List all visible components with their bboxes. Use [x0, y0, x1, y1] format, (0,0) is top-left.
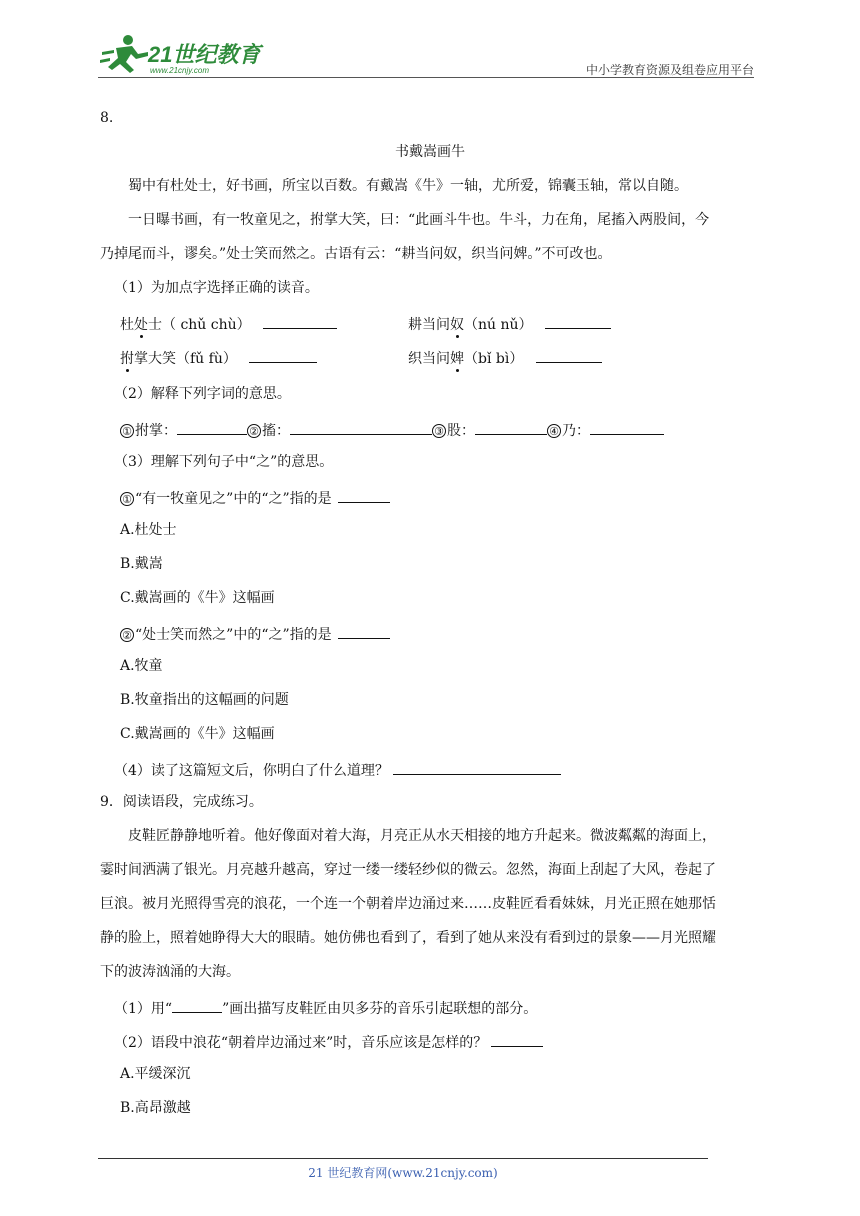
answer-blank[interactable]	[338, 624, 390, 639]
answer-blank[interactable]	[475, 420, 547, 435]
pinyin-item-3: 拊掌大笑（fǔ fù）	[120, 348, 317, 368]
footer-divider	[98, 1158, 708, 1159]
q8-sub2: （2）解释下列字词的意思。	[114, 386, 291, 402]
q8-number: 8.	[100, 110, 114, 126]
dotted-char: 奴	[450, 317, 464, 333]
answer-blank[interactable]	[536, 348, 602, 363]
q9-sub1: （1）用“ ”画出描写皮鞋匠由贝多芬的音乐引起联想的部分。	[114, 998, 537, 1018]
q9-p2: 霎时间洒满了银光。月亮越升越高，穿过一缕一缕轻纱似的微云。忽然，海面上刮起了大风，卷起了	[100, 862, 716, 878]
footer-text: 21 世纪教育网(www.21cnjy.com)	[308, 1166, 498, 1180]
answer-blank[interactable]	[249, 348, 317, 363]
logo-text: 21世纪教育	[148, 42, 261, 67]
q8-sub4: （4）读了这篇短文后，你明白了什么道理？	[114, 760, 561, 780]
pinyin-item-4: 织当问婢（bǐ bì）	[408, 348, 602, 368]
word-definitions: ① 拊掌： ② 搐： ③ 股： ④ 乃：	[120, 420, 664, 440]
answer-blank[interactable]	[393, 760, 561, 775]
page-header	[98, 30, 754, 78]
option[interactable]: B.戴嵩	[120, 556, 163, 572]
q8-sub3: （3）理解下列句子中“之”的意思。	[114, 454, 334, 470]
q8-para2a: 一日曝书画，有一牧童见之，拊掌大笑，曰：“此画斗牛也。牛斗，力在角，尾搐入两股间，今	[128, 212, 710, 228]
q8-sub1: （1）为加点字选择正确的读音。	[114, 280, 319, 296]
q8-para2b: 乃掉尾而斗，谬矣。”处士笑而然之。古语有云：“耕当问奴，织当问婢。”不可改也。	[100, 246, 612, 262]
site-logo	[98, 32, 268, 76]
q9-p4: 静的脸上，照着她睁得大大的眼睛。她仿佛也看到了，看到了她从来没有看到过的景象——月光照耀	[100, 930, 716, 946]
option[interactable]: A.牧童	[120, 658, 163, 674]
answer-blank[interactable]	[590, 420, 664, 435]
q9-p5: 下的波涛汹涌的大海。	[100, 964, 240, 980]
dotted-char: 处	[134, 317, 148, 333]
q9-p1: 皮鞋匠静静地听着。他好像面对着大海，月亮正从水天相接的地方升起来。微波粼粼的海面上，	[128, 828, 716, 844]
answer-blank[interactable]	[177, 420, 247, 435]
option[interactable]: A.杜处士	[120, 522, 177, 538]
answer-blank[interactable]	[263, 314, 337, 329]
option[interactable]: A.平缓深沉	[120, 1066, 191, 1082]
q8-s2: ② “处士笑而然之”中的“之”指的是	[120, 624, 390, 644]
header-platform-text: 中小学教育资源及组卷应用平台	[585, 63, 754, 77]
pinyin-item-2: 耕当问奴（nú nǔ）	[408, 314, 611, 334]
answer-blank[interactable]	[491, 1032, 543, 1047]
underline-sample	[172, 998, 222, 1013]
logo-url: www.21cnjy.com	[150, 66, 209, 75]
q8-para1: 蜀中有杜处士，好书画，所宝以百数。有戴嵩《牛》一轴，尤所爱，锦囊玉轴，常以自随。	[128, 178, 688, 194]
answer-blank[interactable]	[545, 314, 611, 329]
pinyin-item-1: 杜处士（ chǔ chù）	[120, 314, 337, 334]
dotted-char: 婢	[450, 351, 464, 367]
option[interactable]: B.牧童指出的这幅画的问题	[120, 692, 289, 708]
q9-p3: 巨浪。被月光照得雪亮的浪花，一个连一个朝着岸边涌过来……皮鞋匠看看妹妹，月光正照在她那恬	[100, 896, 716, 912]
q8-title: 书戴嵩画牛	[395, 144, 465, 160]
option[interactable]: C.戴嵩画的《牛》这幅画	[120, 726, 275, 742]
answer-blank[interactable]	[290, 420, 432, 435]
q9-sub2: （2）语段中浪花“朝着岸边涌过来”时，音乐应该是怎样的？	[114, 1032, 543, 1052]
option[interactable]: C.戴嵩画的《牛》这幅画	[120, 590, 275, 606]
q9-number: 9．阅读语段，完成练习。	[100, 794, 263, 810]
answer-blank[interactable]	[338, 488, 390, 503]
option[interactable]: B.高昂激越	[120, 1100, 191, 1116]
header-divider	[98, 77, 754, 78]
q8-s1: ① “有一牧童见之”中的“之”指的是	[120, 488, 390, 508]
dotted-char: 拊	[120, 351, 134, 367]
